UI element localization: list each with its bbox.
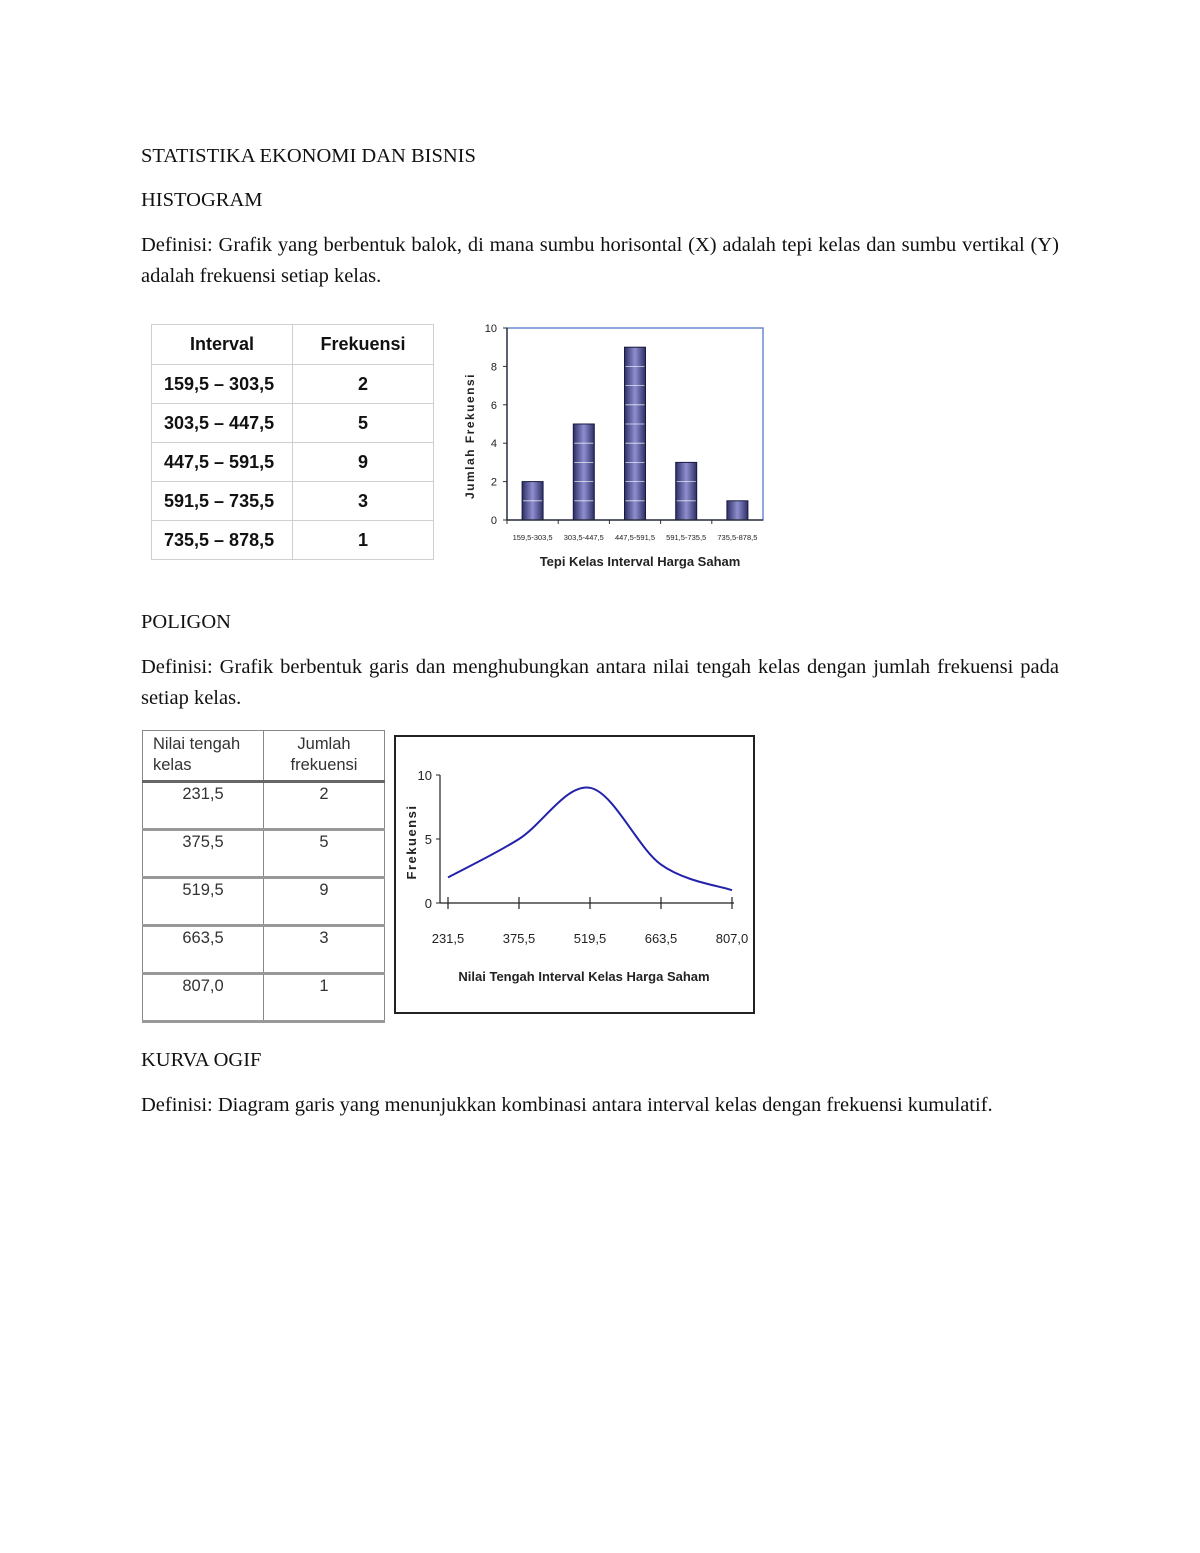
bar: [676, 462, 697, 520]
table-cell: 159,5 – 303,5: [152, 365, 293, 404]
y-tick-label: 8: [490, 361, 497, 374]
table-row: [152, 443, 434, 482]
x-tick-label: 375,5: [502, 931, 536, 946]
bar: [625, 347, 646, 520]
x-tick-label: 519,5: [573, 931, 607, 946]
table-row: [143, 782, 385, 830]
x-tick-label: 735,5-878,5: [717, 533, 758, 542]
table-row: [143, 974, 385, 1022]
table-cell: 447,5 – 591,5: [152, 443, 293, 482]
table-cell: 9: [264, 878, 385, 926]
table-cell: 519,5: [143, 878, 264, 926]
table-header: Frekuensi: [293, 325, 434, 365]
histogram-table: [151, 324, 434, 560]
table-cell: 9: [293, 443, 434, 482]
table-header-row: [152, 325, 434, 365]
table-cell: 591,5 – 735,5: [152, 482, 293, 521]
y-tick-label: 2: [490, 476, 497, 489]
table-row: [152, 482, 434, 521]
x-tick-label: 303,5-447,5: [563, 533, 604, 542]
y-tick-label: 10: [484, 323, 497, 335]
table-header: Jumlah frekuensi: [264, 731, 385, 782]
frequency-line: [448, 787, 732, 890]
table-row: [143, 878, 385, 926]
table-cell: 5: [264, 830, 385, 878]
table-cell: 735,5 – 878,5: [152, 521, 293, 560]
y-tick-label: 0: [424, 896, 432, 911]
table-header: Interval: [152, 325, 293, 365]
histogram-definition: Definisi: Grafik yang berbentuk balok, di mana sumbu horisontal (X) adalah tepi kelas dan sumbu vertikal (Y) adalah frekuensi setiap kelas.: [141, 234, 1059, 287]
histogram-heading: HISTOGRAM: [141, 189, 263, 211]
table-cell: 231,5: [143, 782, 264, 830]
x-tick-label: 591,5-735,5: [666, 533, 707, 542]
bar: [573, 424, 594, 520]
table-cell: 1: [264, 974, 385, 1022]
poligon-heading: POLIGON: [141, 611, 231, 633]
y-tick-label: 5: [424, 832, 432, 847]
x-tick-label: 663,5: [644, 931, 678, 946]
table-cell: 3: [264, 926, 385, 974]
table-cell: 663,5: [143, 926, 264, 974]
poligon-table: [142, 730, 385, 1023]
table-cell: 375,5: [143, 830, 264, 878]
table-row: [152, 404, 434, 443]
y-axis-label: Jumlah Frekuensi: [463, 372, 477, 500]
y-axis-label: Frekuensi: [404, 804, 419, 880]
x-tick-label: 159,5-303,5: [512, 533, 553, 542]
poligon-definition: Definisi: Grafik berbentuk garis dan menghubungkan antara nilai tengah kelas dengan jumlah frekuensi pada setiap kelas.: [141, 656, 1059, 709]
histogram-chart: [455, 310, 775, 585]
table-row: [152, 365, 434, 404]
table-cell: 807,0: [143, 974, 264, 1022]
table-cell: 1: [293, 521, 434, 560]
y-tick-label: 10: [417, 768, 432, 783]
table-cell: 2: [293, 365, 434, 404]
table-row: [152, 521, 434, 560]
table-cell: 5: [293, 404, 434, 443]
poligon-chart-frame: [394, 735, 755, 1014]
table-cell: 3: [293, 482, 434, 521]
table-header: Nilai tengah kelas: [143, 731, 264, 782]
x-axis-label: Nilai Tengah Interval Kelas Harga Saham: [458, 969, 710, 984]
x-tick-label: 447,5-591,5: [614, 533, 656, 542]
y-tick-label: 4: [490, 438, 497, 451]
table-row: [143, 830, 385, 878]
y-tick-label: 6: [490, 399, 497, 412]
document-title: STATISTIKA EKONOMI DAN BISNIS: [141, 145, 476, 167]
poligon-chart: [396, 737, 753, 1012]
x-tick-label: 807,0: [715, 931, 749, 946]
bar: [727, 501, 748, 520]
table-cell: 2: [264, 782, 385, 830]
ogif-heading: KURVA OGIF: [141, 1049, 262, 1071]
y-tick-label: 0: [490, 515, 497, 527]
table-header-row: [143, 731, 385, 782]
x-tick-label: 231,5: [431, 931, 465, 946]
ogif-definition: Definisi: Diagram garis yang menunjukkan kombinasi antara interval kelas dengan frekuensi kumulatif.: [141, 1094, 993, 1116]
x-axis-label: Tepi Kelas Interval Harga Saham: [539, 554, 741, 569]
table-row: [143, 926, 385, 974]
table-cell: 303,5 – 447,5: [152, 404, 293, 443]
